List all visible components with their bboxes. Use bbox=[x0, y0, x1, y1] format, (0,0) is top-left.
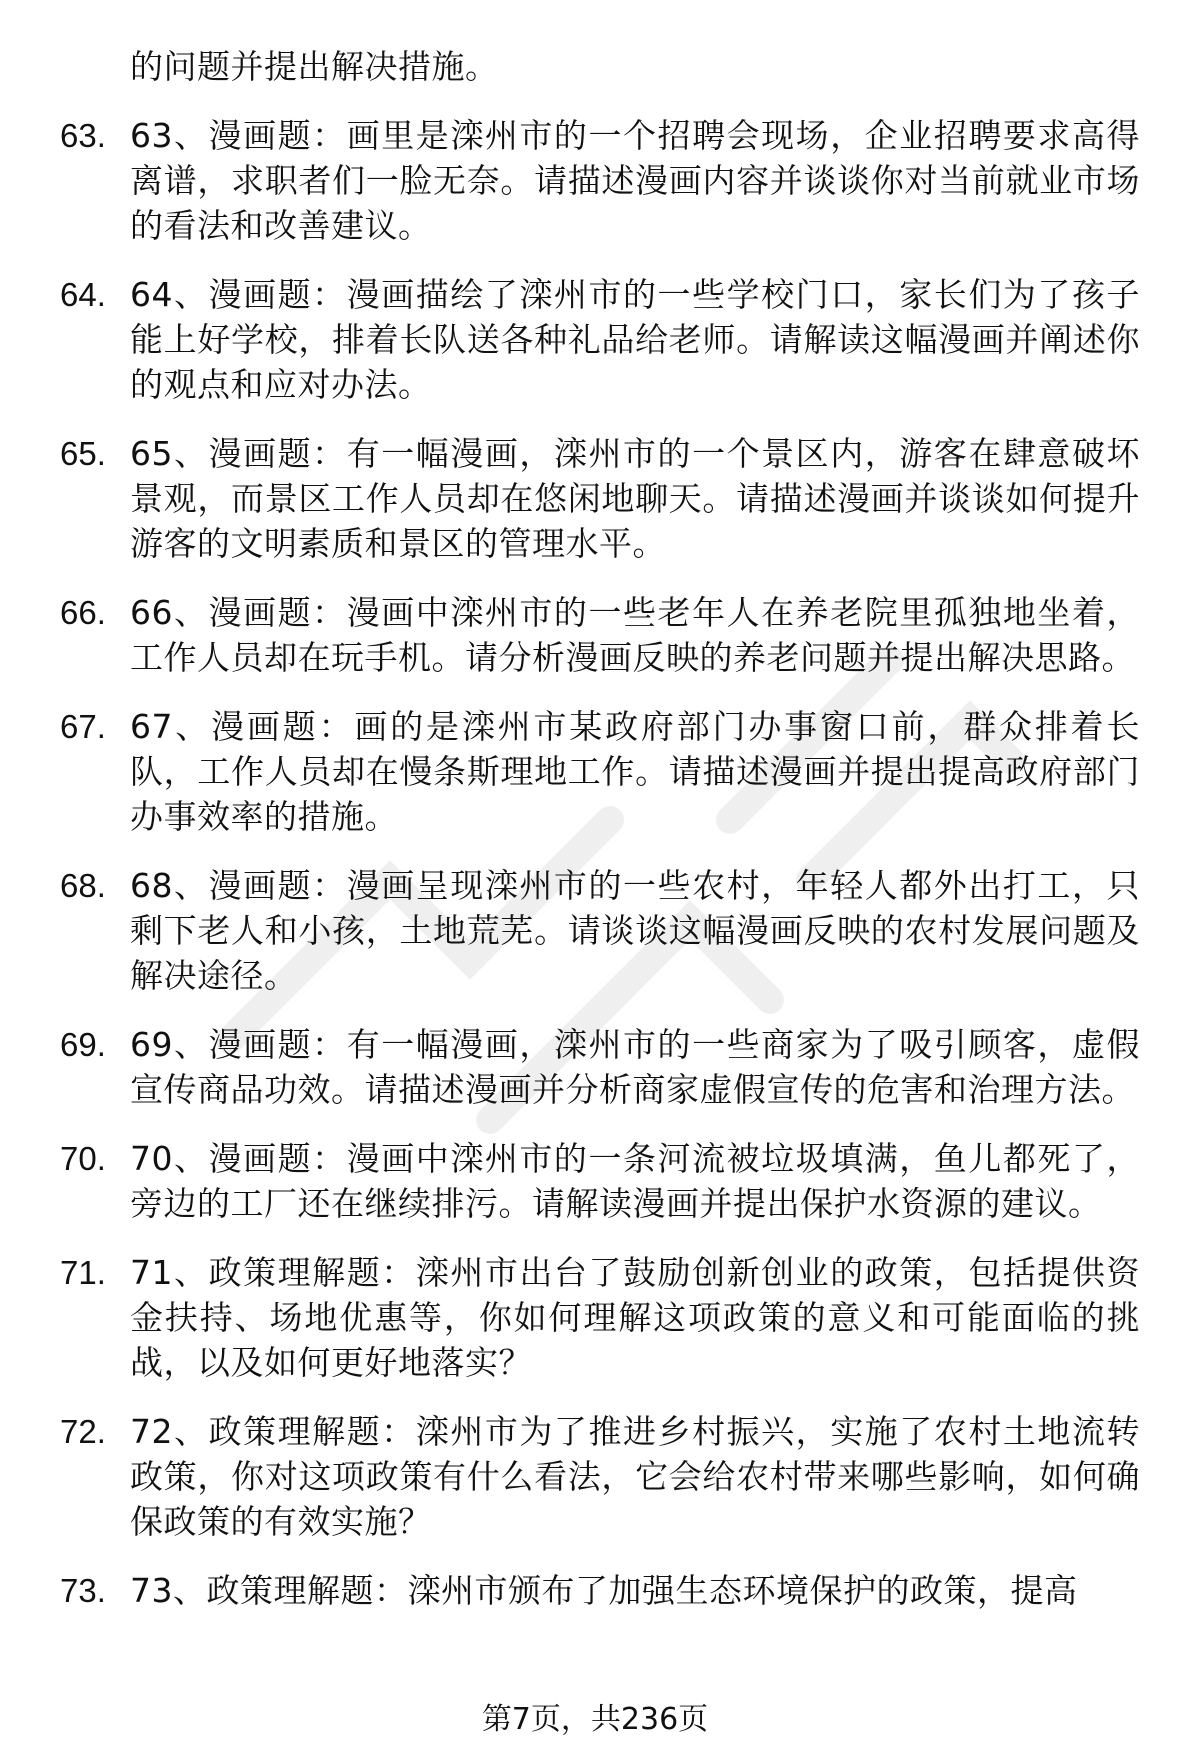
list-item bbox=[60, 431, 1140, 566]
item-number: 68. bbox=[60, 867, 106, 904]
list-item bbox=[60, 1409, 1140, 1544]
item-number: 70. bbox=[60, 1140, 106, 1177]
item-text: 65、漫画题：有一幅漫画，滦州市的一个景区内，游客在肆意破坏景观，而景区工作人员却在悠闲地聊天。请描述漫画并谈谈如何提升游客的文明素质和景区的管理水平。 bbox=[130, 434, 1140, 563]
item-text: 66、漫画题：漫画中滦州市的一些老年人在养老院里孤独地坐着，工作人员却在玩手机。请分析漫画反映的养老问题并提出解决思路。 bbox=[130, 593, 1140, 677]
item-text: 70、漫画题：漫画中滦州市的一条河流被垃圾填满，鱼儿都死了，旁边的工厂还在继续排污。请解读漫画并提出保护水资源的建议。 bbox=[130, 1139, 1140, 1223]
item-number: 64. bbox=[60, 276, 106, 313]
list-item bbox=[60, 863, 1140, 998]
item-text: 72、政策理解题：滦州市为了推进乡村振兴，实施了农村土地流转政策，你对这项政策有什么看法，它会给农村带来哪些影响，如何确保政策的有效实施？ bbox=[130, 1412, 1140, 1541]
item-number: 69. bbox=[60, 1026, 106, 1063]
list-item bbox=[60, 1568, 1140, 1613]
continued-text: 的问题并提出解决措施。 bbox=[130, 47, 499, 86]
item-text: 69、漫画题：有一幅漫画，滦州市的一些商家为了吸引顾客，虚假宣传商品功效。请描述漫画并分析商家虚假宣传的危害和治理方法。 bbox=[130, 1025, 1140, 1109]
item-text: 63、漫画题：画里是滦州市的一个招聘会现场，企业招聘要求高得离谱，求职者们一脸无奈。请描述漫画内容并谈谈你对当前就业市场的看法和改善建议。 bbox=[130, 116, 1140, 245]
item-text: 73、政策理解题：滦州市颁布了加强生态环境保护的政策，提高 bbox=[130, 1571, 1078, 1610]
item-number: 63. bbox=[60, 117, 106, 154]
item-text: 64、漫画题：漫画描绘了滦州市的一些学校门口，家长们为了孩子能上好学校，排着长队送各种礼品给老师。请解读这幅漫画并阐述你的观点和应对办法。 bbox=[130, 275, 1140, 404]
list-item bbox=[60, 272, 1140, 407]
item-number: 72. bbox=[60, 1413, 106, 1450]
item-number: 73. bbox=[60, 1572, 106, 1609]
list-item bbox=[60, 1022, 1140, 1112]
item-text: 71、政策理解题：滦州市出台了鼓励创新创业的政策，包括提供资金扶持、场地优惠等，你如何理解这项政策的意义和可能面临的挑战，以及如何更好地落实？ bbox=[130, 1253, 1140, 1382]
page-footer: 第7页，共236页 bbox=[481, 1702, 709, 1737]
list-item bbox=[60, 113, 1140, 248]
list-item bbox=[60, 704, 1140, 839]
item-text: 67、漫画题：画的是滦州市某政府部门办事窗口前，群众排着长队，工作人员却在慢条斯理地工作。请描述漫画并提出提高政府部门办事效率的措施。 bbox=[130, 707, 1140, 836]
item-text: 68、漫画题：漫画呈现滦州市的一些农村，年轻人都外出打工，只剩下老人和小孩，土地荒芜。请谈谈这幅漫画反映的农村发展问题及解决途径。 bbox=[130, 866, 1140, 995]
item-number: 71. bbox=[60, 1254, 106, 1291]
list-item bbox=[60, 590, 1140, 680]
item-number: 67. bbox=[60, 708, 106, 745]
list-item bbox=[60, 1250, 1140, 1385]
list-item bbox=[60, 1136, 1140, 1226]
question-list bbox=[60, 44, 1140, 1637]
item-number: 65. bbox=[60, 435, 106, 472]
item-number: 66. bbox=[60, 594, 106, 631]
